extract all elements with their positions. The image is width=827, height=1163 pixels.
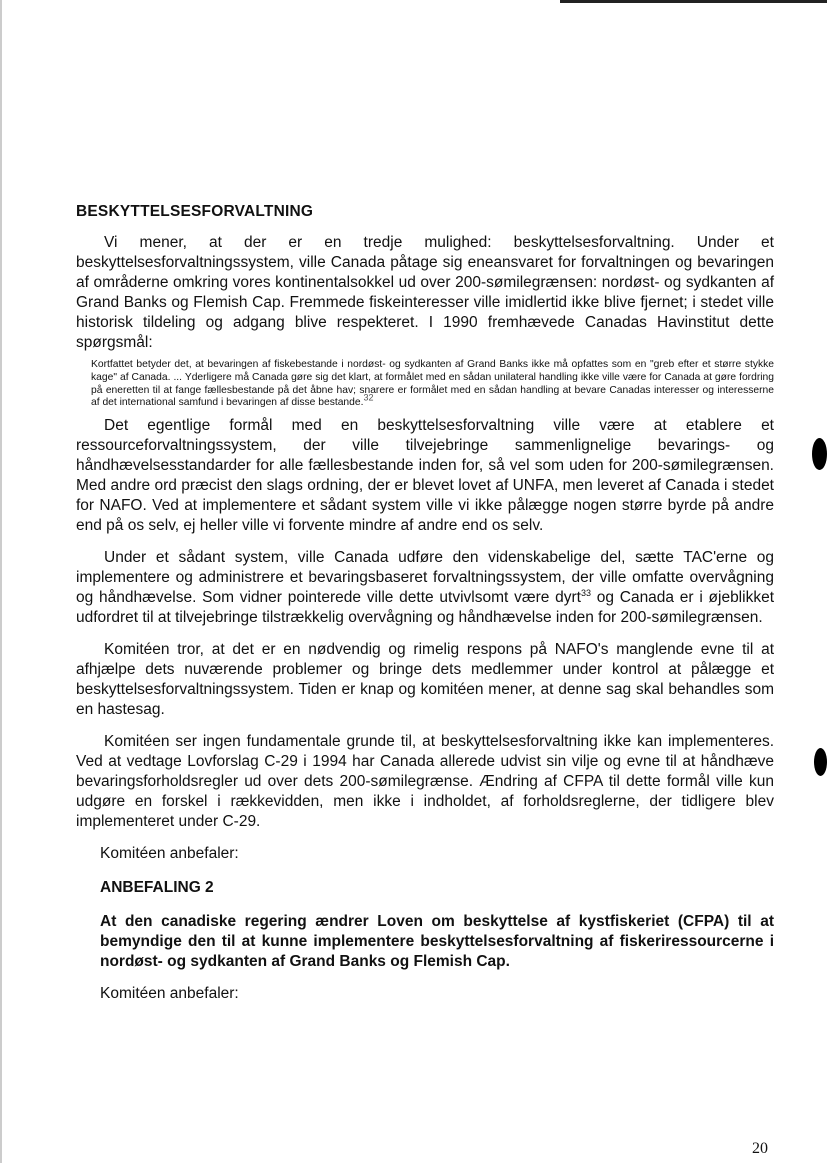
paragraph-2: Det egentlige formål med en beskyttelsesforvaltning ville være at etablere et ressourceforvaltningssystem, der ville tilvejebringe sammenlignelige bevarings- og håndhævelsesstandarder for alle fællesbestande inden for, så vel som uden for 200-sømilegrænsen. Med andre ord præcist den slags ordning, der er blevet lovet af UNFA, men leveret af Canada i stedet for NAFO. Ved at implementere et sådant system ville vi ikke pålægge nogen større byrde på andre end på os selv, ej heller ville vi forvente mindre af andre end os selv. [76, 417, 774, 535]
paragraph-4: Komitéen tror, at det er en nødvendig og rimelig respons på NAFO's manglende evne til at afhjælpe dets nuværende problemer og bringe dets medlemmer under kontrol at pålægge et beskyttelsesforvaltningssystem. Tiden er knap og komitéen mener, at denne sag skal behandles som en hastesag. [76, 641, 774, 719]
section-title: BESKYTTELSESFORVALTNING [76, 203, 314, 220]
footnote-ref-33[interactable]: 33 [580, 588, 591, 599]
scan-left-edge [0, 0, 2, 1163]
page-number: 20 [752, 1140, 768, 1157]
recommends-label-1: Komitéen anbefaler: [100, 845, 239, 863]
paragraph-3 [76, 548, 774, 628]
paragraph-3-part-b: og Canada er i øjeblikket udfordret til at tilvejebringe tilstrækkelig overvågning og håndhævelse inden for 200-sømilegrænsen. [76, 589, 774, 627]
scan-top-edge [560, 0, 827, 3]
paragraph-3-part-a: Under et sådant system, ville Canada udføre den videnskabelige del, sætte TAC'erne og implementere og administrere et bevaringsbaseret forvaltningssystem, der ville omfatte overvågning og håndhævelse. Som vidner pointerede ville dette utvivlsomt være dyrt [76, 549, 774, 607]
footnote-ref-32[interactable]: 32 [363, 392, 374, 403]
recommendation-text: At den canadiske regering ændrer Loven om beskyttelse af kystfiskeriet (CFPA) til at bemyndige den til at kunne implementere beskyttelsesforvaltning af fiskeriressourcerne i nordøst- og sydkanten af Grand Banks og Flemish Cap. [100, 913, 774, 971]
recommends-label-2: Komitéen anbefaler: [100, 985, 239, 1003]
recommendation-heading: ANBEFALING 2 [100, 879, 214, 897]
block-quote [91, 359, 774, 410]
document-body [76, 201, 774, 1004]
quote-text: Kortfattet betyder det, at bevaringen af fiskebestande i nordøst- og sydkanten af Grand Banks ikke må opfattes som en "greb efter et større stykke kage" af Canada. ... Yderligere må Canada gøre sig det klart, at formålet med en sådan unilateral handling ikke ville være for Canada at gøre fordring på eneretten til at fange fællesbestande på det åbne hav; snarere er formålet med en sådan handling at bevare Canadas interesser og interesserne af det international samfund i bevaringen af disse bestande. [91, 359, 774, 409]
paragraph-5: Komitéen ser ingen fundamentale grunde til, at beskyttelsesforvaltning ikke kan implementeres. Ved at vedtage Lovforslag C-29 i 1994 har Canada allerede udvist sin vilje og evne til at håndhæve bevaringsforholdsregler ud over dets 200-sømilegrænse. Ændring af CFPA til dette formål ville kun udgøre en forskel i rækkevidden, men ikke i indholdet, af forholdsreglerne, der tidligere blev implementeret under C-29. [76, 733, 774, 831]
punch-hole-mark-bottom [814, 748, 827, 776]
paragraph-1: Vi mener, at der er en tredje mulighed: beskyttelsesforvaltning. Under et beskyttelsesforvaltningssystem, ville Canada påtage sig eneansvaret for forvaltningen og bevaringen af områderne omkring vores kontinentalsokkel ud over 200-sømilegrænsen: nordøst- og sydkanten af Grand Banks og Flemish Cap. Fremmede fiskeinteresser ville imidlertid ikke blive fjernet; i stedet ville historisk tildeling og adgang blive respekteret. I 1990 fremhævede Canadas Havinstitut dette spørgsmål: [76, 234, 774, 351]
punch-hole-mark-top [812, 438, 827, 470]
